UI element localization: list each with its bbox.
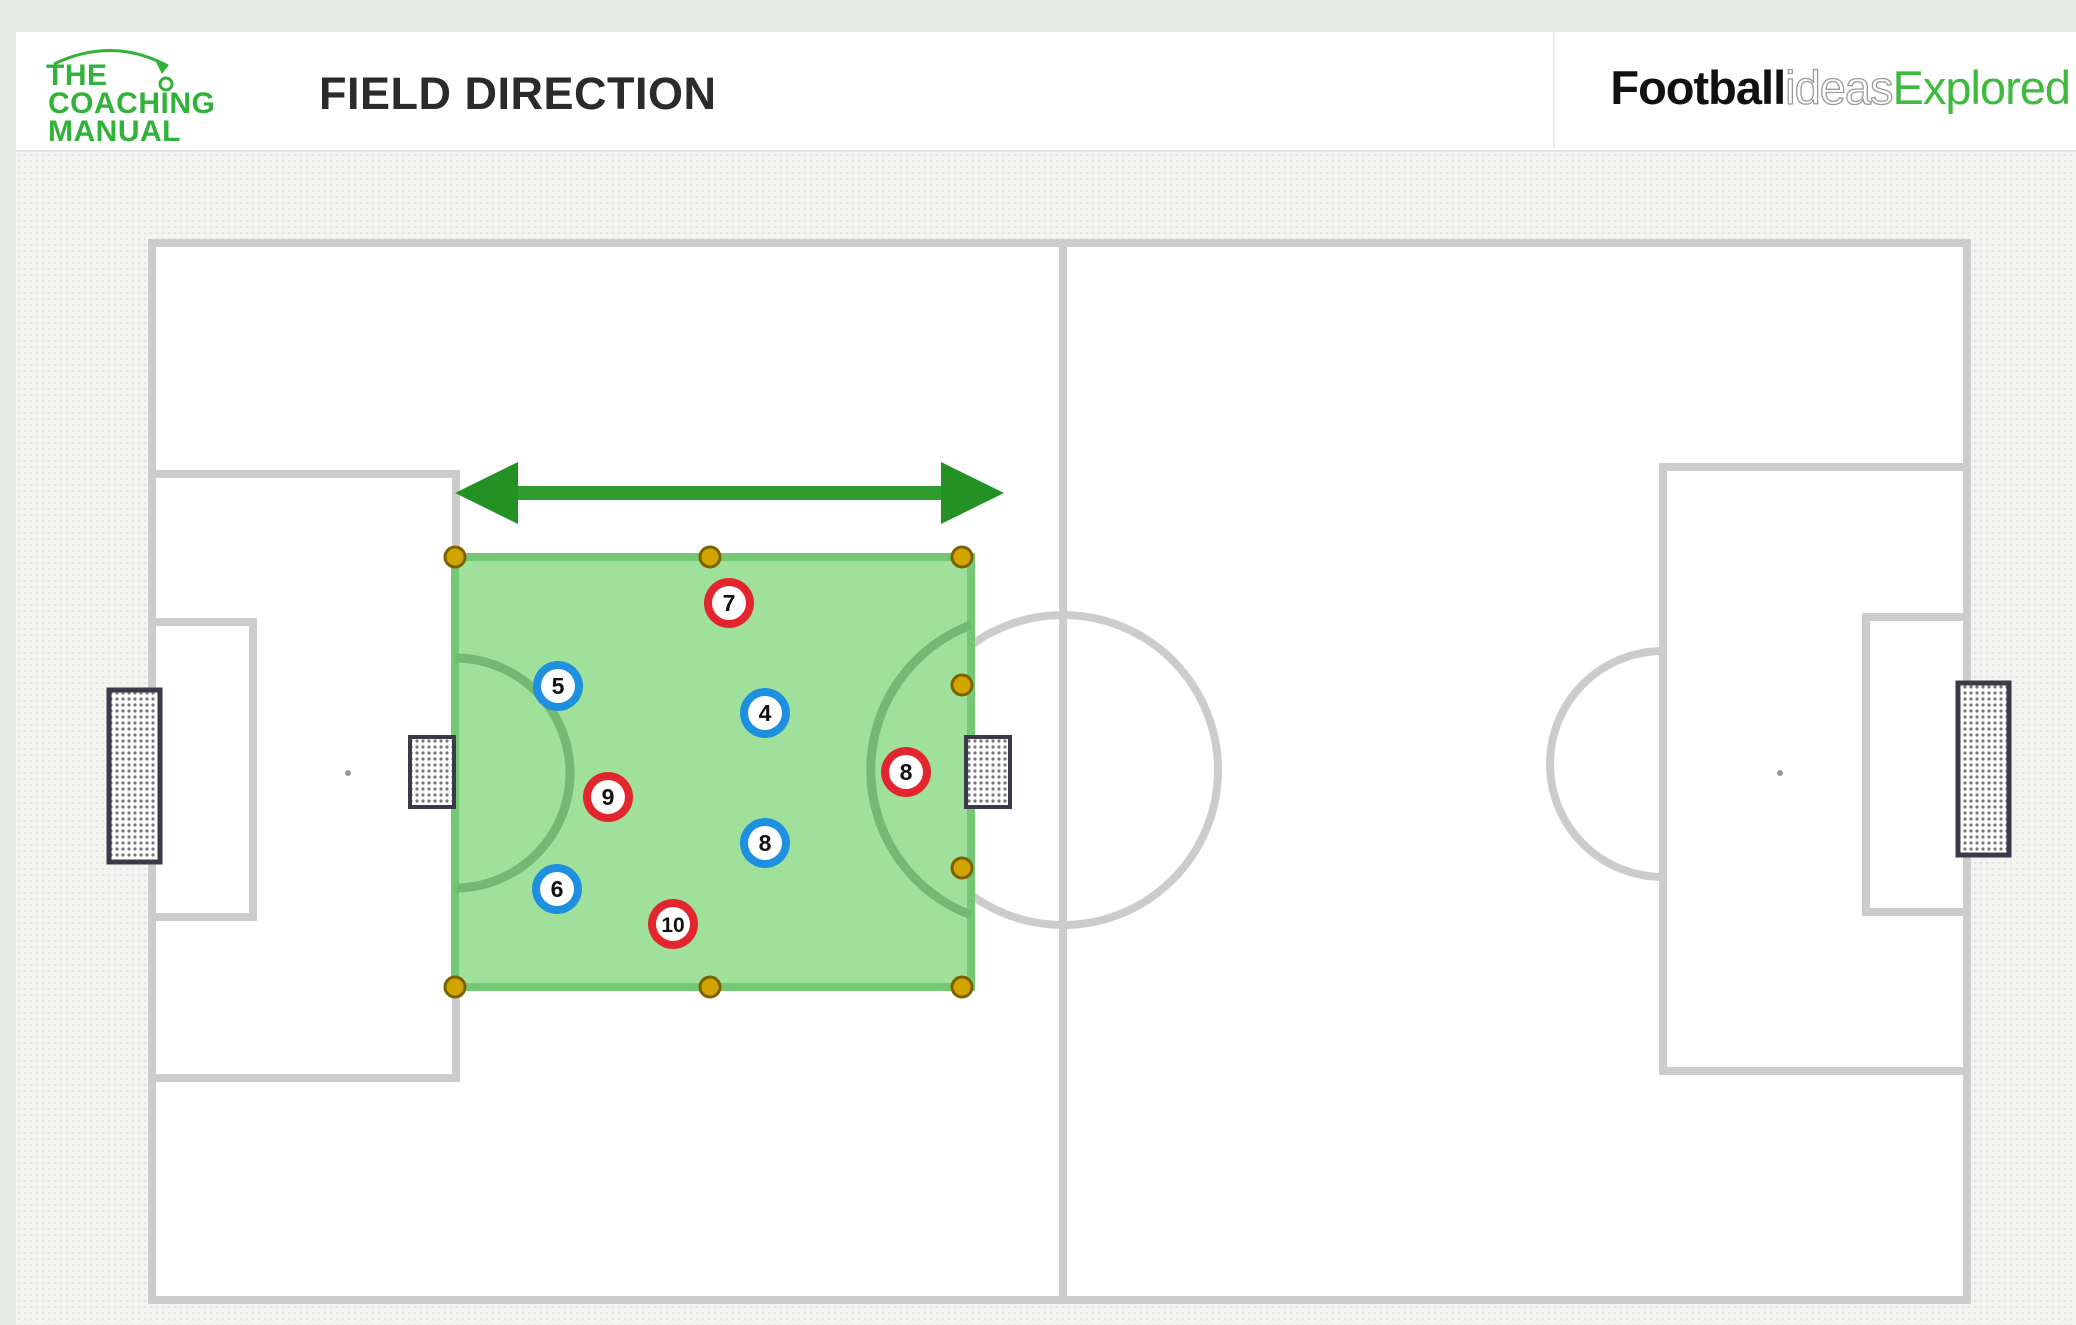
cone-icon [952, 858, 972, 878]
player-number: 10 [661, 914, 685, 937]
cone-icon [952, 977, 972, 997]
player-number: 6 [550, 876, 564, 902]
player-red-9 [583, 772, 633, 822]
small-goal-right-icon [966, 737, 1010, 807]
brand-explored: Explored [1892, 61, 2070, 114]
logo-line-3: MANUAL [48, 115, 181, 148]
player-blue-5 [533, 661, 583, 711]
right-goal-icon [1958, 683, 2009, 855]
player-blue-4 [740, 688, 790, 738]
player-number: 4 [758, 700, 772, 726]
player-blue-6 [532, 864, 582, 914]
cone-icon [952, 547, 972, 567]
cone-icon [445, 977, 465, 997]
left-penalty-spot [345, 770, 351, 776]
brand-football: Football [1610, 61, 1786, 114]
logo-line-2: COACHING [48, 87, 216, 120]
player-number: 8 [899, 759, 913, 785]
right-penalty-spot [1777, 770, 1783, 776]
player-red-7 [704, 578, 754, 628]
cone-icon [700, 547, 720, 567]
page-title: FIELD DIRECTION [319, 68, 717, 119]
small-goal-left-icon [410, 737, 454, 807]
player-red-10 [648, 899, 698, 949]
logo-line-1: THE [46, 59, 108, 92]
player-number: 8 [758, 830, 772, 856]
cone-icon [445, 547, 465, 567]
player-red-8 [881, 747, 931, 797]
player-number: 5 [551, 673, 565, 699]
brand-ideas: ideas [1785, 61, 1893, 114]
left-goal-icon [109, 690, 160, 862]
cone-icon [952, 675, 972, 695]
cone-icon [700, 977, 720, 997]
player-number: 9 [601, 784, 615, 810]
player-blue-8 [740, 818, 790, 868]
player-number: 7 [722, 590, 736, 616]
